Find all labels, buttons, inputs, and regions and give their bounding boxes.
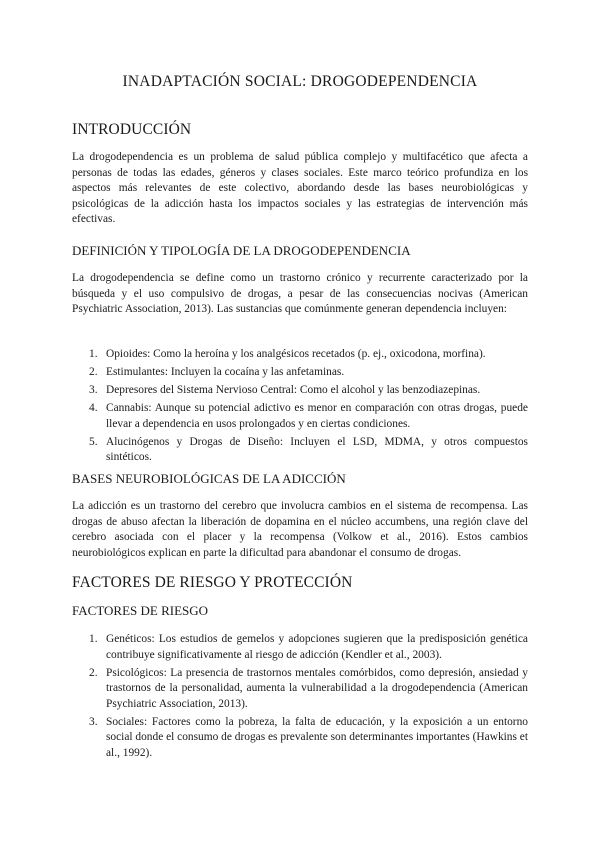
list-item-text: Psicológicos: La presencia de trastornos mentales comórbidos, como depresión, ansiedad y trastornos de la personalidad, aumenta la vulnerabilidad a la drogodependencia (American Psychiatric Association, 2013). [106, 666, 528, 710]
list-item [72, 435, 528, 466]
list-item-number: 2. [89, 666, 98, 679]
list-item [72, 383, 528, 399]
paragraph-definicion: La drogodependencia se define como un trastorno crónico y recurrente caracterizado por la búsqueda y el uso compulsivo de drogas, a pesar de las consecuencias nocivas (American Psychiatric Association, 2013). Las sustancias que comúnmente generan dependencia incluyen: [72, 272, 528, 316]
heading-bases-neurobiologicas: BASES NEUROBIOLÓGICAS DE LA ADICCIÓN [72, 471, 346, 486]
list-item-text: Sociales: Factores como la pobreza, la falta de educación, y la exposición a un entorno social donde el consumo de drogas es prevalente son determinantes importantes (Hawkins et al., 1992). [106, 715, 528, 759]
list-item-number: 2. [89, 365, 98, 378]
risk-factors-list [72, 632, 528, 764]
heading-definicion: DEFINICIÓN Y TIPOLOGÍA DE LA DROGODEPENDENCIA [72, 243, 411, 258]
list-item [72, 365, 528, 381]
list-item [72, 715, 528, 762]
list-item-text: Genéticos: Los estudios de gemelos y adopciones sugieren que la predisposición genética contribuye significativamente al riesgo de adicción (Kendler et al., 2003). [106, 633, 528, 661]
list-item-text: Estimulantes: Incluyen la cocaína y las anfetaminas. [106, 365, 345, 378]
heading-introduccion: INTRODUCCIÓN [72, 121, 192, 138]
list-item-text: Depresores del Sistema Nervioso Central: Como el alcohol y las benzodiazepinas. [106, 383, 481, 396]
list-item-text: Opioides: Como la heroína y los analgésicos recetados (p. ej., oxicodona, morfina). [106, 348, 486, 360]
list-item-number: 4. [89, 401, 98, 414]
list-item-number: 5. [89, 435, 98, 448]
list-item [72, 632, 528, 663]
list-item [72, 666, 528, 713]
heading-factores: FACTORES DE RIESGO Y PROTECCIÓN [72, 574, 353, 591]
paragraph-introduccion: La drogodependencia es un problema de salud pública complejo y multifacético que afecta a personas de todas las edades, géneros y clases sociales. Este marco teórico profundiza en los aspectos más relevantes de este colectivo, abordando desde las bases neurobiológicas y psicológicas de la adicción hasta los impactos sociales y las estrategias de intervención más efectivas. [72, 151, 528, 226]
list-item-number: 1. [89, 348, 98, 360]
list-item-number: 1. [89, 633, 98, 645]
heading-factores-riesgo: FACTORES DE RIESGO [72, 603, 209, 618]
list-item [72, 401, 528, 432]
list-item [72, 347, 528, 363]
list-item-number: 3. [89, 383, 98, 396]
list-item-text: Alucinógenos y Drogas de Diseño: Incluyen el LSD, MDMA, y otros compuestos sintéticos. [106, 435, 528, 464]
paragraph-bases-neurobiologicas: La adicción es un trastorno del cerebro que involucra cambios en el sistema de recompensa. Las drogas de abuso afectan la liberación de dopamina en el núcleo accumbens, una región clave del cerebro asociada con el placer y la recompensa (Volkow et al., 2016). Estos cambios neurobiológicos explican en parte la dificultad para abandonar el consumo de drogas. [72, 500, 528, 559]
list-item-text: Cannabis: Aunque su potencial adictivo es menor en comparación con otras drogas, puede llevar a dependencia en usos prolongados y en ciertas condiciones. [106, 401, 528, 430]
substances-list [72, 347, 528, 468]
document-title: INADAPTACIÓN SOCIAL: DROGODEPENDENCIA [122, 73, 478, 90]
list-item-number: 3. [89, 715, 98, 728]
